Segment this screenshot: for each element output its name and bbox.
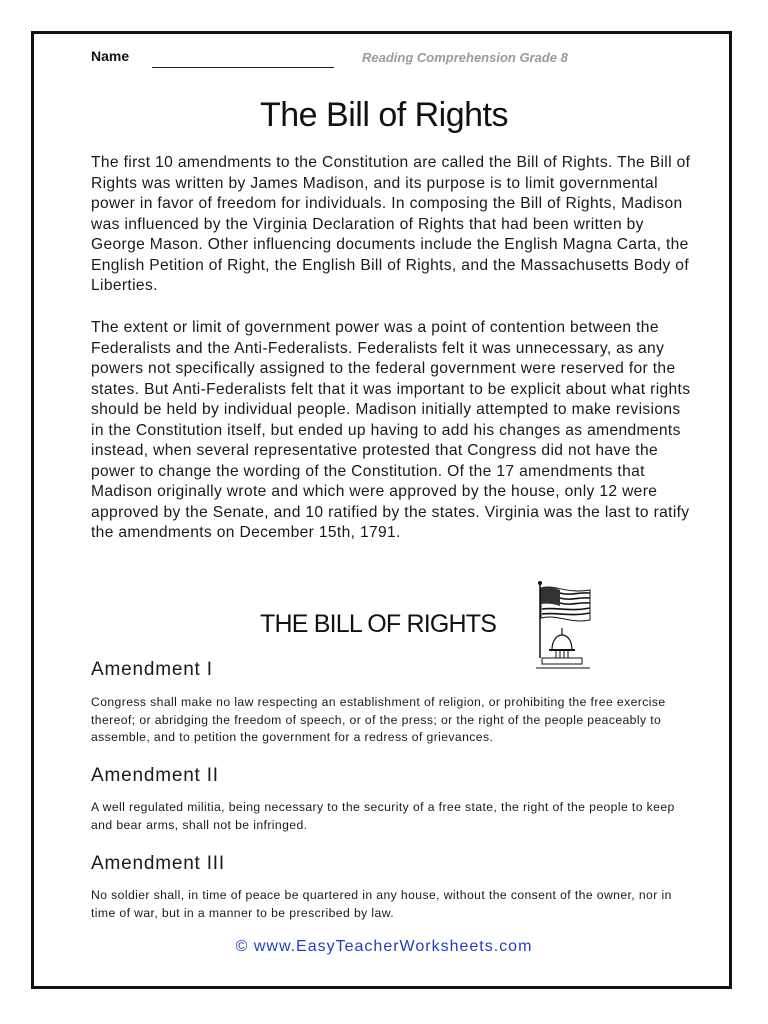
- history-paragraph: The extent or limit of government power was a point of contention between the Federalists and the Anti-Federalists. Federalists felt it was unnecessary, as any powers not specifically assigned to the federal government were reserved for the states. But Anti-Federalists felt that it was important to be explicit about what rights should be held by individual people. Madison initially attempted to make revisions in the Constitution itself, but ended up having to add his changes as amendments instead, when several representative protested that Congress did not have the power to change the wording of the Constitution. Of the 17 amendments that Madison originally wrote and which were approved by the house, only 12 were approved by the Senate, and 10 ratified by the states. Virginia was the last to ratify the amendments on December 15th, 1791.: [91, 319, 691, 541]
- footer-website: © www.EasyTeacherWorksheets.com: [235, 938, 533, 955]
- amendment-heading: Amendment II: [91, 765, 219, 786]
- amendment-text: No soldier shall, in time of peace be quartered in any house, without the consent of the owner, nor in time of war, but in a manner to be prescribed by law.: [91, 888, 672, 920]
- subject-label: Reading Comprehension Grade 8: [362, 50, 568, 65]
- amendment-heading: Amendment I: [91, 659, 213, 680]
- amendment-heading: Amendment III: [91, 853, 225, 874]
- name-underline: [152, 67, 334, 68]
- amendment-text: Congress shall make no law respecting an establishment of religion, or prohibiting the free exercise thereof; or abridging the freedom of speech, or of the press; or the right of the people peaceably to assemble, and to petition the government for a redress of grievances.: [91, 695, 666, 744]
- section-title: THE BILL OF RIGHTS: [260, 610, 497, 638]
- intro-paragraph: The first 10 amendments to the Constitution are called the Bill of Rights. The Bill of Rights was written by James Madison, and its purpose is to limit governmental power in favor of freedom for individuals. In composing the Bill of Rights, Madison was influenced by the Virginia Declaration of Rights that had been written by George Mason. Other influencing documents include the English Magna Carta, the English Petition of Right, the English Bill of Rights, and the Massachusetts Body of Liberties.: [91, 154, 691, 294]
- amendment-text: A well regulated militia, being necessary to the security of a free state, the right of the people to keep and bear arms, shall not be infringed.: [91, 800, 675, 832]
- flag-and-capitol-dome-icon: [530, 580, 592, 672]
- page-title: The Bill of Rights: [260, 96, 508, 134]
- name-label: Name: [91, 48, 130, 64]
